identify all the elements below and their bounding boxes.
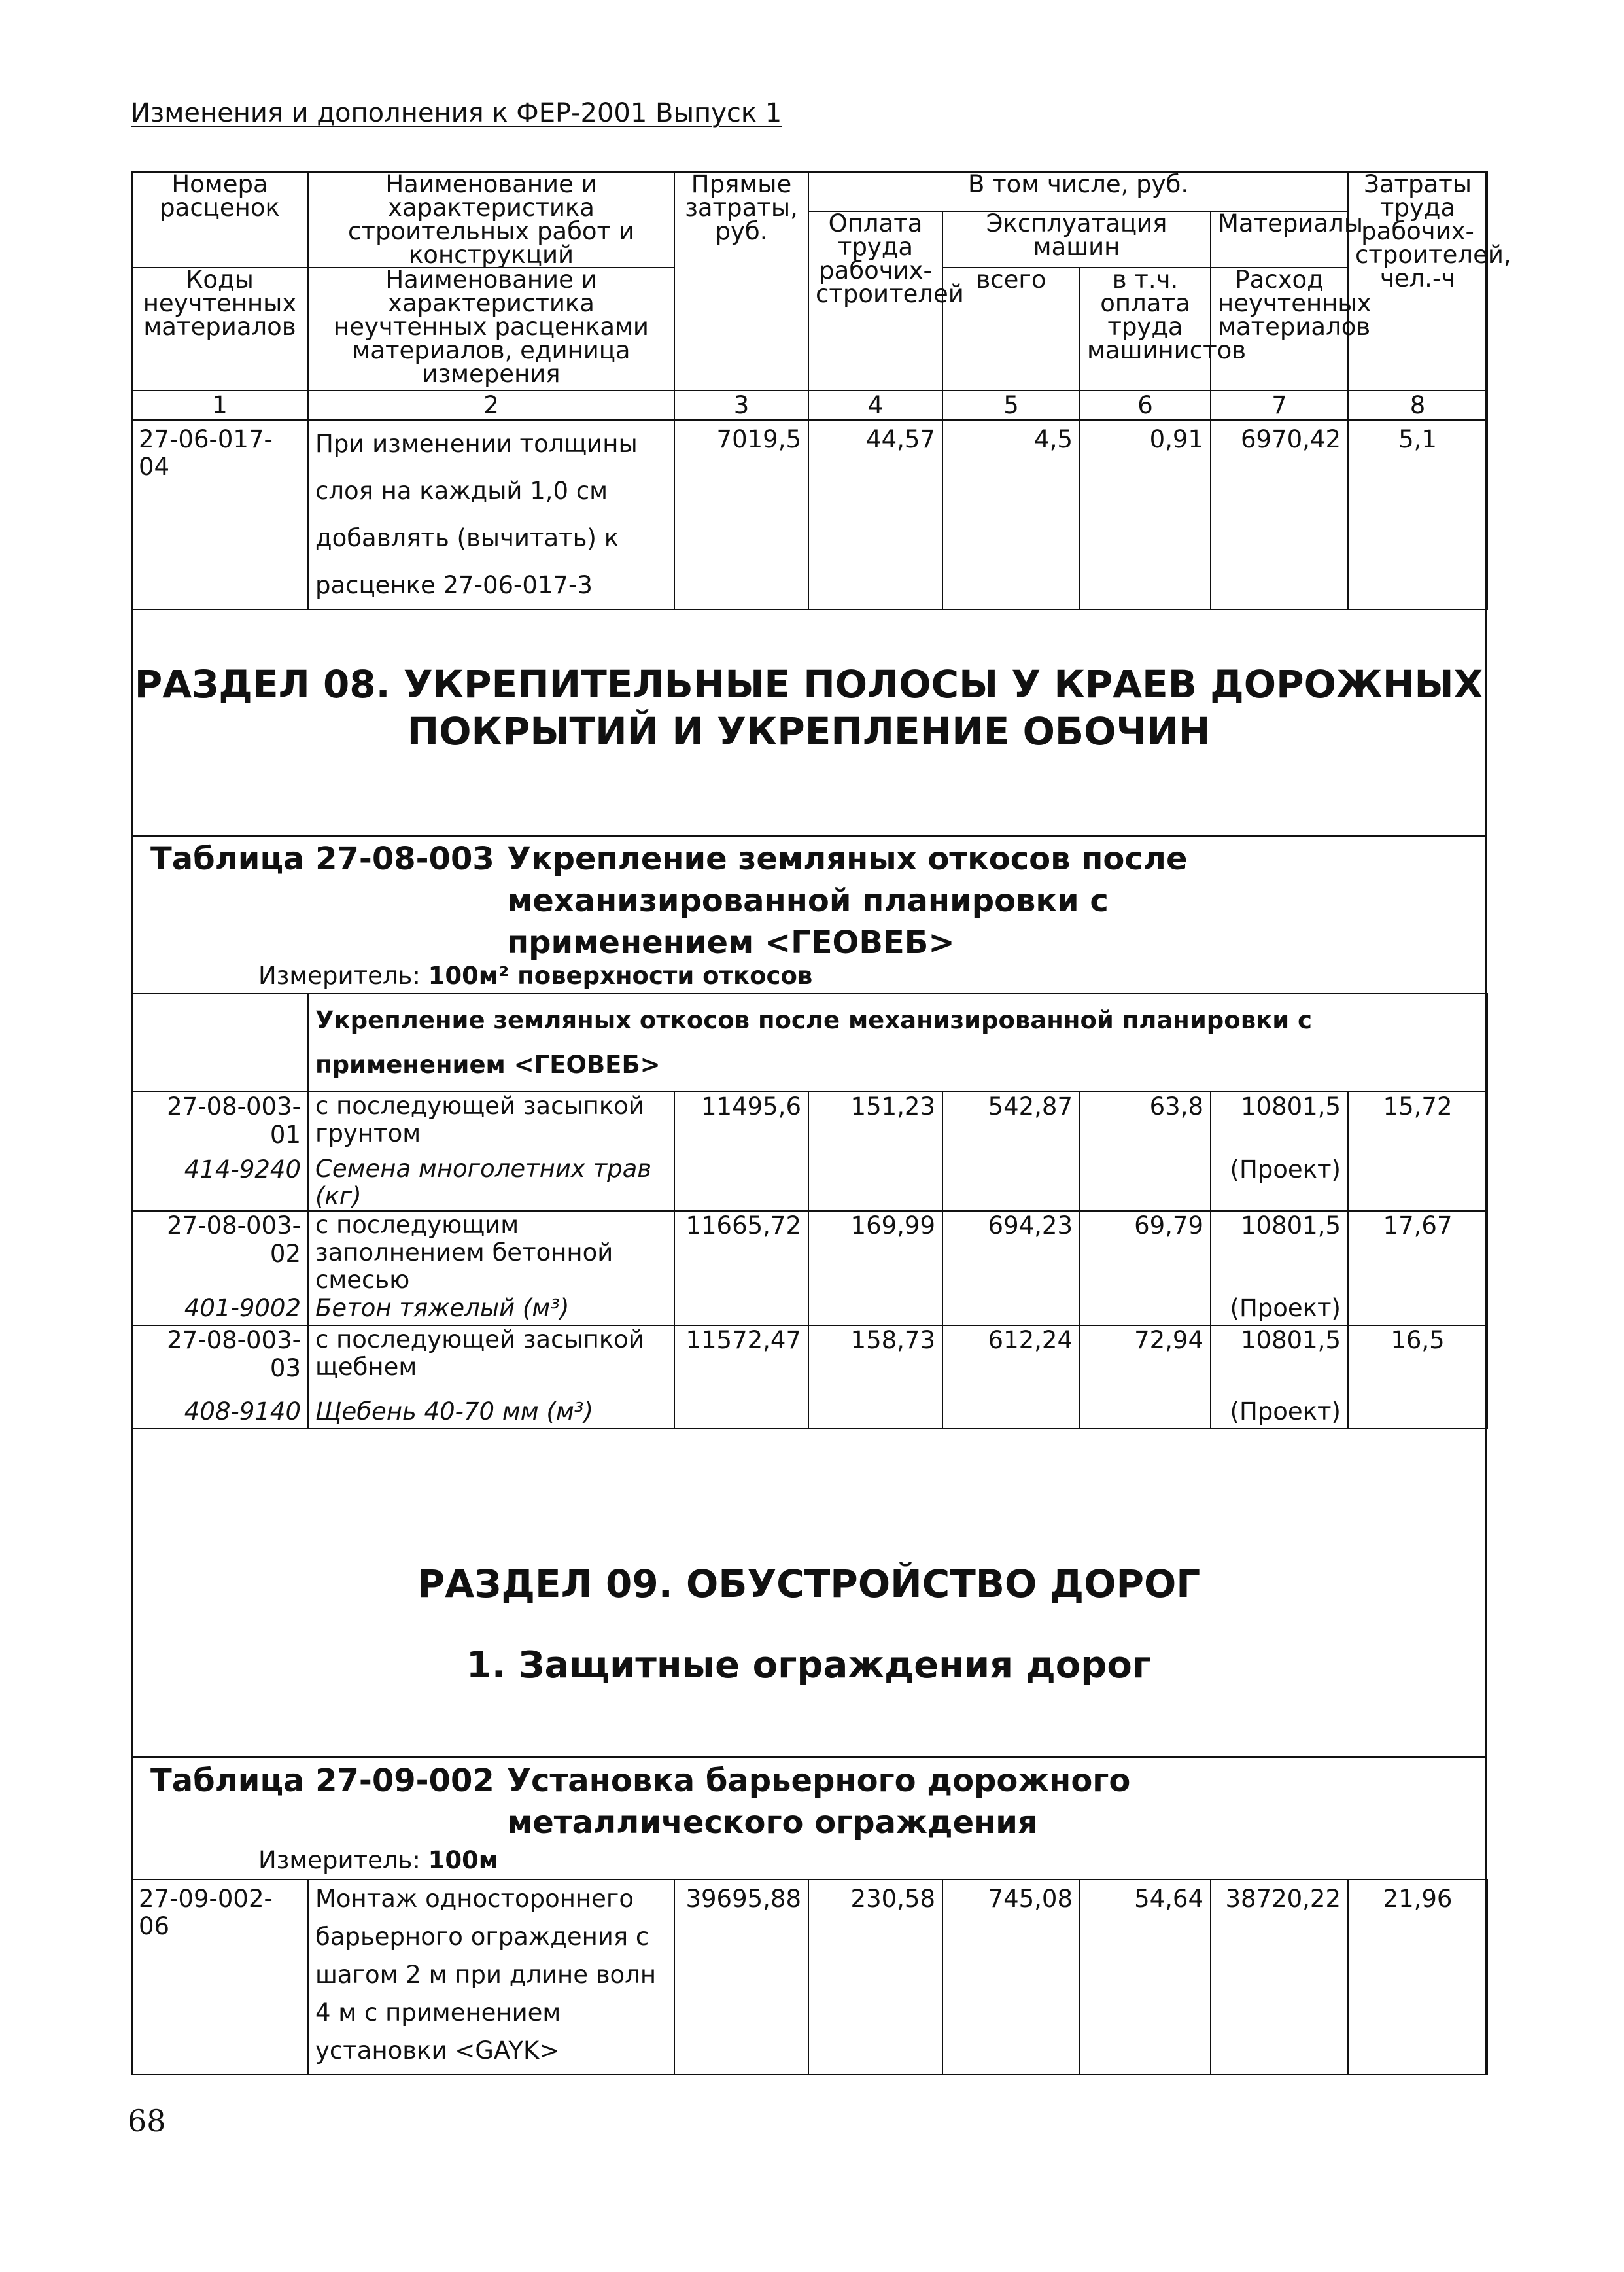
value-labor: 158,73 <box>808 1325 942 1397</box>
divider <box>131 835 1487 837</box>
section-09-subtitle: 1. Защитные ограждения дорог <box>466 1644 1152 1687</box>
col-header-7: Расход неучтенных материалов <box>1211 268 1348 391</box>
value-labor-hours: 17,67 <box>1348 1211 1487 1294</box>
row-name: с последующей засыпкой щебнем <box>308 1325 674 1397</box>
measure-label: Измеритель: <box>258 1846 421 1874</box>
table-0902-label: Таблица 27-09-002 <box>150 1762 494 1799</box>
value-materials: 10801,5 <box>1211 1325 1348 1397</box>
value-labor: 151,23 <box>808 1092 942 1149</box>
value-direct-cost: 11665,72 <box>674 1211 808 1294</box>
value-operators: 72,94 <box>1080 1325 1211 1397</box>
value-machines: 745,08 <box>942 1879 1080 2074</box>
col-num: 2 <box>308 391 674 420</box>
col-num: 1 <box>131 391 308 420</box>
measure-value: 100м² поверхности откосов <box>428 962 813 990</box>
value-machines: 542,87 <box>942 1092 1080 1149</box>
col-header-6: в т.ч. оплата труда машинистов <box>1080 268 1211 391</box>
value-labor-hours: 15,72 <box>1348 1092 1487 1149</box>
table-0902 <box>131 1879 1488 2075</box>
table-0902-measure <box>258 1846 498 1874</box>
col-header-4: Оплата труда рабочих-строителей <box>808 211 942 391</box>
group-heading: Укрепление земляных откосов после механизированной планировки с применением <ГЕОВЕБ> <box>308 994 1487 1092</box>
section-08-title <box>131 661 1487 755</box>
material-code: 414-9240 <box>131 1149 308 1211</box>
value-direct-cost: 39695,88 <box>674 1879 808 2074</box>
material-name: Щебень 40-70 мм (м³) <box>308 1397 674 1429</box>
row-code: 27-09-002-06 <box>131 1879 308 2074</box>
table-0803-measure <box>258 962 812 990</box>
material-value: (Проект) <box>1211 1149 1348 1211</box>
material-row <box>131 1397 1487 1429</box>
col-header-8: Затраты труда рабочих-строителей, чел.-ч <box>1348 172 1487 391</box>
table-row <box>131 420 1487 610</box>
col-header-mat: Материалы <box>1211 211 1348 268</box>
col-header-1a: Номера расценок <box>131 172 308 268</box>
value-materials: 10801,5 <box>1211 1211 1348 1294</box>
material-name: Семена многолетних трав (кг) <box>308 1149 674 1211</box>
table-row <box>131 1879 1487 2074</box>
row-name: с последующим заполнением бетонной смесью <box>308 1211 674 1294</box>
value-labor: 230,58 <box>808 1879 942 2074</box>
col-header-2a: Наименование и характеристика строительных работ и конструкций <box>308 172 674 268</box>
running-header: Изменения и дополнения к ФЕР-2001 Выпуск 1 <box>131 98 782 128</box>
col-header-1b: Коды неучтенных материалов <box>131 268 308 391</box>
value-direct-cost: 11495,6 <box>674 1092 808 1149</box>
col-num: 5 <box>942 391 1080 420</box>
row-code: 27-08-003-02 <box>131 1211 308 1294</box>
value-operators: 0,91 <box>1080 420 1211 610</box>
value-labor: 169,99 <box>808 1211 942 1294</box>
row-name: Монтаж одностороннего барьерного ограждения с шагом 2 м при длине волн 4 м с применением установки <GAYK> <box>308 1879 674 2074</box>
measure-value: 100м <box>428 1846 499 1874</box>
col-num: 6 <box>1080 391 1211 420</box>
table-0803-title: Укрепление земляных откосов после механизированной планировки с применением <ГЕОВЕБ> <box>507 841 1188 961</box>
value-labor-hours: 21,96 <box>1348 1879 1487 2074</box>
value-operators: 69,79 <box>1080 1211 1211 1294</box>
table-row <box>131 1325 1487 1397</box>
row-code: 27-08-003-03 <box>131 1325 308 1397</box>
material-row <box>131 1294 1487 1325</box>
table-row <box>131 1211 1487 1294</box>
table-0902-title: Установка барьерного дорожного металлического ограждения <box>507 1762 1131 1841</box>
col-header-3: Прямые затраты, руб. <box>674 172 808 391</box>
value-direct-cost: 7019,5 <box>674 420 808 610</box>
table-row <box>131 1092 1487 1149</box>
measure-label: Измеритель: <box>258 962 421 990</box>
material-value: (Проект) <box>1211 1397 1348 1429</box>
value-labor-hours: 16,5 <box>1348 1325 1487 1397</box>
row-name: с последующей засыпкой грунтом <box>308 1092 674 1149</box>
value-materials: 10801,5 <box>1211 1092 1348 1149</box>
header-table <box>131 170 1512 610</box>
value-operators: 63,8 <box>1080 1092 1211 1149</box>
col-header-incl: В том числе, руб. <box>808 172 1348 211</box>
value-labor: 44,57 <box>808 420 942 610</box>
table-0803 <box>131 993 1488 1429</box>
section-08-line1: РАЗДЕЛ 08. УКРЕПИТЕЛЬНЫЕ ПОЛОСЫ У КРАЕВ ДОРОЖНЫХ <box>134 662 1483 707</box>
value-materials: 38720,22 <box>1211 1879 1348 2074</box>
col-num: 7 <box>1211 391 1348 420</box>
row-code: 27-08-003-01 <box>131 1092 308 1149</box>
table-0803-label: Таблица 27-08-003 <box>150 841 494 877</box>
col-num: 4 <box>808 391 942 420</box>
divider <box>131 1756 1487 1758</box>
material-name: Бетон тяжелый (м³) <box>308 1294 674 1325</box>
material-row <box>131 1149 1487 1211</box>
section-08-line2: ПОКРЫТИЙ И УКРЕПЛЕНИЕ ОБОЧИН <box>407 709 1211 754</box>
value-operators: 54,64 <box>1080 1879 1211 2074</box>
value-direct-cost: 11572,47 <box>674 1325 808 1397</box>
value-machines: 612,24 <box>942 1325 1080 1397</box>
value-materials: 6970,42 <box>1211 420 1348 610</box>
section-09-title: РАЗДЕЛ 09. ОБУСТРОЙСТВО ДОРОГ <box>417 1562 1201 1606</box>
row-name: При изменении толщины слоя на каждый 1,0 см добавлять (вычитать) к расценке 27-06-017-3 <box>308 420 674 610</box>
material-code: 401-9002 <box>131 1294 308 1325</box>
col-num: 3 <box>674 391 808 420</box>
material-code: 408-9140 <box>131 1397 308 1429</box>
page-number: 68 <box>128 2103 166 2139</box>
col-header-2b: Наименование и характеристика неучтенных расценками материалов, единица измерения <box>308 268 674 391</box>
col-num: 8 <box>1348 391 1487 420</box>
value-machines: 694,23 <box>942 1211 1080 1294</box>
row-code: 27-06-017-04 <box>131 420 308 610</box>
material-value: (Проект) <box>1211 1294 1348 1325</box>
value-labor-hours: 5,1 <box>1348 420 1487 610</box>
col-header-5: всего <box>942 268 1080 391</box>
value-machines: 4,5 <box>942 420 1080 610</box>
col-header-exp: Эксплуатация машин <box>942 211 1211 268</box>
